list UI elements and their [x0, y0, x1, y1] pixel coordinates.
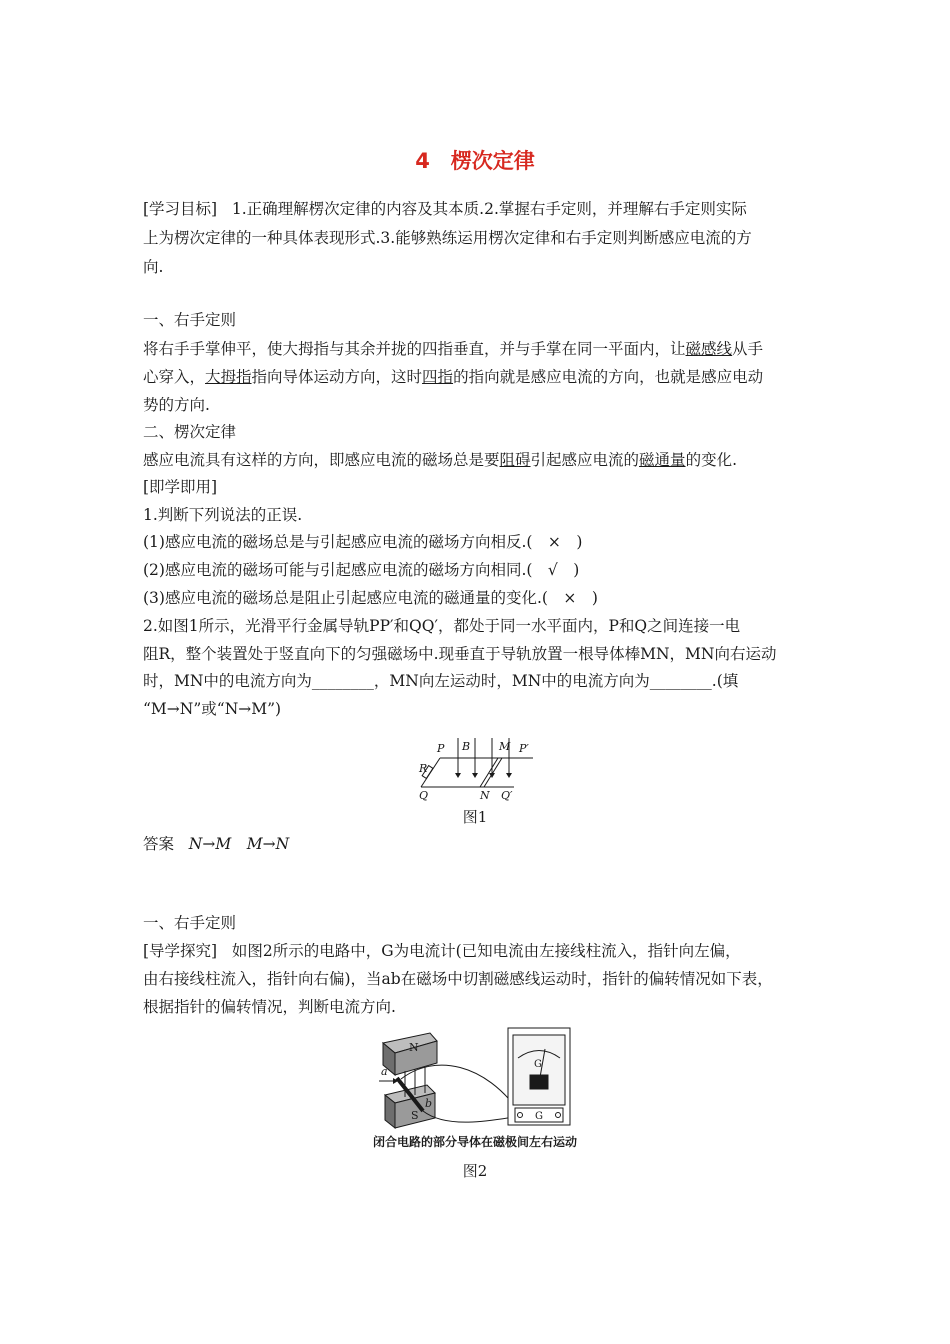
blank-answer-hinder: 阻碍 [499, 451, 531, 469]
page-title: 4 楞次定律 [415, 149, 535, 173]
objectives-line-2: 上为楞次定律的一种具体表现形式.3.能够熟练运用楞次定律和右手定则判断感应电流的方 [143, 229, 752, 247]
text: 的变化. [685, 451, 737, 469]
objectives-text-1: 1.正确理解楞次定律的内容及其本质.2.掌握右手定则，并理解右手定则实际 [231, 200, 747, 218]
magnet-N-label: N [409, 1041, 419, 1054]
blank-answer-four-fingers: 四指 [422, 368, 454, 386]
question-1-item-2: (2)感应电流的磁场可能与引起感应电流的磁场方向相同.( √ ) [143, 561, 580, 579]
label-B: B [462, 740, 471, 753]
objectives-line-3: 向. [143, 258, 164, 276]
dial-G-label: G [534, 1059, 542, 1070]
label-b: b [425, 1097, 433, 1110]
right-hand-rule-line-1 [143, 338, 763, 360]
figure-2-caption: 图2 [462, 1162, 488, 1180]
answer-line [143, 833, 289, 855]
label-M: M [499, 740, 511, 753]
label-N: N [480, 789, 490, 801]
guided-inquiry-line-3: 根据指针的偏转情况，判断电流方向. [143, 998, 396, 1016]
label-P-prime: P′ [519, 742, 529, 755]
answer-value: N→M M→N [188, 835, 290, 853]
base-G-label: G [535, 1111, 543, 1122]
question-1-item-3: (3)感应电流的磁场总是阻止引起感应电流的磁通量的变化.( × ) [143, 589, 598, 607]
label-P: P [437, 742, 445, 755]
section-heading-lenz-law: 二、楞次定律 [143, 423, 237, 441]
blank-answer-thumb: 大拇指 [205, 368, 252, 386]
text: 感应电流具有这样的方向，即感应电流的磁场总是要 [143, 451, 500, 469]
question-2-line-2: 阻R，整个装置处于竖直向下的匀强磁场中.现垂直于导轨放置一根导体棒MN，MN向右运动 [143, 645, 777, 663]
right-hand-rule-line-2 [143, 366, 763, 388]
question-1: 1.判断下列说法的正误. [143, 506, 303, 524]
guided-inquiry-text-1: 如图2所示的电路中，G为电流计(已知电流由左接线柱流入，指针向左偏， [231, 942, 741, 960]
question-2-line-3: 时，MN中的电流方向为________，MN向左运动时，MN中的电流方向为________.(填 [143, 672, 739, 690]
practice-label: [即学即用] [143, 478, 218, 496]
figure-2-galvanometer-diagram [375, 1023, 580, 1133]
text: 从手 [732, 340, 764, 358]
question-1-item-1: (1)感应电流的磁场总是与引起感应电流的磁场方向相反.( × ) [143, 533, 583, 551]
text: 将右手手掌伸平，使大拇指与其余并拢的四指垂直，并与手掌在同一平面内，让 [143, 340, 686, 358]
label-Q-prime: Q′ [501, 789, 513, 801]
guided-inquiry-label: [导学探究] [143, 942, 218, 960]
objectives-label: [学习目标] [143, 200, 218, 218]
figure-1-caption: 图1 [462, 808, 488, 826]
text: 的指向就是感应电流的方向，也就是感应电动 [453, 368, 764, 386]
objectives-line-1 [143, 198, 747, 220]
text: 引起感应电流的 [530, 451, 640, 469]
question-2-line-4: “M→N”或“N→M”) [143, 700, 282, 718]
blank-answer-flux: 磁通量 [639, 451, 686, 469]
label-a: a [381, 1065, 388, 1078]
figure-1-rails-diagram [410, 733, 540, 801]
guided-inquiry-line-1 [143, 940, 741, 962]
text: 指向导体运动方向，这时 [251, 368, 423, 386]
section-heading-right-hand-rule: 一、右手定则 [143, 311, 237, 329]
label-R: R [419, 762, 428, 775]
answer-label: 答案 [143, 835, 175, 853]
blank-answer-magnetic-lines: 磁感线 [685, 340, 733, 358]
right-hand-rule-line-3: 势的方向. [143, 396, 210, 414]
section-heading-right-hand-rule-2: 一、右手定则 [143, 914, 237, 932]
label-Q: Q [419, 789, 429, 801]
figure-2-subcaption: 闭合电路的部分导体在磁极间左右运动 [372, 1135, 577, 1149]
text: 心穿入， [143, 368, 206, 386]
lenz-law-statement [143, 449, 737, 471]
question-2-line-1: 2.如图1所示，光滑平行金属导轨PP′和QQ′，都处于同一水平面内，P和Q之间连接一电 [143, 617, 741, 635]
magnet-S-label: S [411, 1109, 419, 1122]
guided-inquiry-line-2: 由右接线柱流入，指针向右偏)，当ab在磁场中切割磁感线运动时，指针的偏转情况如下表， [143, 970, 773, 988]
